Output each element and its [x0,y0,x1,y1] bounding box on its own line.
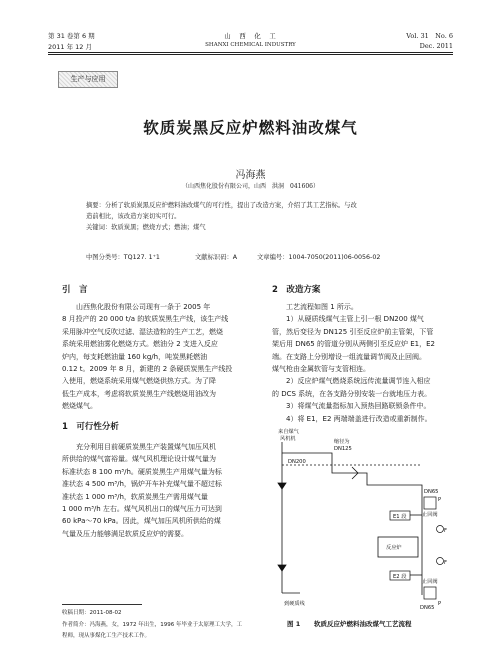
journal-title-en: SHANXI CHEMICAL INDUSTRY [205,42,296,48]
text-line: 1 000 m³/h 左右。煤气风机出口的煤气压力可达到 [62,505,222,514]
dn65-top-label: DN65 [424,489,439,495]
author-bio-2: 程师，现从事煤化工生产技术工作。 [62,633,151,639]
abstract-line-2: 造前相比，该改造方案切实可行。 [86,213,181,220]
footnote-rule [62,604,142,605]
reducer-symbol [278,483,286,489]
text-line: 0.12 t。2009 年 8 月，新建的 2 条硬质炭黑生产线投 [62,365,233,374]
gas-source-label-1: 来自煤气 [278,429,299,435]
article-number: 文章编号：1004-7050(2011)06-0056-02 [257,254,381,261]
text-line: 入使用，燃烧系统采用煤气燃烧供热方式。为了降 [62,377,216,386]
abstract-line-1: 摘要：分析了软质炭黑反应炉燃料油改煤气的可行性，提出了改造方案，介绍了其工艺指标。与改 [86,202,357,209]
affiliation: （山西焦化股份有限公司，山西 洪洞 041606） [182,183,319,190]
check-valve-top-label: 止回阀 [422,512,438,518]
issue-label: 第 31 卷第 6 期 [48,32,95,40]
received-date: 收稿日期：2011-08-02 [62,610,122,616]
text-line: 采用脉冲空气反吹过滤、湿法造粒的生产工艺，燃烧 [62,327,223,336]
pressure-label-bottom: P [438,601,442,607]
issue-date: 2011 年 12 月 [48,43,93,51]
text-line: 低生产成本，考虑将软质炭黑生产线燃烧用油改为 [62,389,216,398]
text-line: 架后用 DN65 的管道分别从两侧引至反应炉 E1，E2 [272,340,435,349]
reactor-label: 反应炉 [386,545,402,551]
reducer-label: 缩径为 [334,439,350,445]
text-line: 3）将煤气流量指标加入预热回路联锁条件中。 [272,402,431,411]
feasibility-heading: 1 可行性分析 [62,422,119,432]
plan-heading: 2 改造方案 [272,285,321,295]
author-bio-1: 作者简介：冯海燕，女，1972 年出生，1996 年毕业于太原理工大学，工 [62,622,242,628]
e2-label: E2 段 [393,574,407,580]
pressure-label-top: P [438,497,442,503]
text-line: 8 月投产的 20 000 t/a 的软质炭黑生产线，该生产线 [62,315,229,324]
text-line: 端。在支路上分别增设一组流量调节阀及止回阀。 [272,352,426,361]
text-line: 所供给的煤气富裕量。煤气风机理论设计煤气量为 [62,455,216,464]
process-flow-diagram [272,425,462,615]
text-line: 煤气枪由金属软管与支管相连。 [272,365,370,374]
dn200-label: DN200 [288,459,306,465]
text-line: 1）从硬质线煤气主管上引一根 DN200 煤气 [272,315,424,324]
text-line: 系统采用燃油雾化燃烧方式。燃油分 2 支进入反应 [62,340,218,349]
journal-title: 山 西 化 工 [224,32,277,40]
keywords: 关键词：软质炭黑；燃烧方式；燃油；煤气 [86,224,206,231]
figure-caption: 软质反应炉燃料油改煤气工艺流程 [314,620,412,628]
text-line: 标准状态 8 100 m³/h。硬质炭黑生产用煤气量为标 [62,467,222,476]
check-valve-bottom-symbol [424,587,436,599]
flow-label-top: F [444,528,447,534]
text-line: 燃烧煤气。 [62,402,97,411]
header-rule [48,52,453,53]
text-line: 准状态 4 500 m³/h，锅炉开车补充煤气量不超过标 [62,480,222,489]
author-name: 冯海燕 [235,170,266,181]
dn65-bottom-label: DN65 [420,605,435,611]
clc-number: 中图分类号：TQ127. 1⁺1 [86,254,160,261]
feasibility-paragraph [62,441,258,540]
text-line: 山西焦化股份有限公司现有一条于 2005 年 [62,303,211,311]
intro-paragraph [62,301,258,413]
text-line: 2）反应炉煤气燃烧系统远传流量调节连入相应 [272,377,431,386]
section-badge: 生产与应用 [58,71,118,88]
intro-heading: 引 言 [62,285,88,295]
flow-meter-bottom-symbol [437,558,444,565]
check-valve-bottom-label: 止回阀 [422,579,438,585]
text-line: 60 kPa～70 kPa。因此，煤气加压风机所供给的煤 [62,517,221,526]
dn125-label: DN125 [334,446,352,452]
paper-title: 软质炭黑反应炉燃料油改煤气 [143,119,358,137]
text-line: 的 DCS 系统，在各支路分别安装一台就地压力表。 [272,389,432,398]
document-code: 文献标识码：A [195,254,238,261]
date-en: Dec. 2011 [419,42,453,50]
text-line: 准状态 1 000 m³/h，软质炭黑生产需用煤气量 [62,492,208,501]
figure-number: 图 1 [287,620,301,628]
plan-paragraph [272,301,456,425]
volume-label: Vol. 31 No. 6 [406,32,453,40]
check-valve-top-symbol [424,497,436,509]
to-hard-line-label: 到硬质线 [284,601,305,607]
text-line: 充分利用目前硬质炭黑生产装置煤气加压风机 [62,443,216,451]
text-line: 工艺流程如图 1 所示。 [272,303,358,311]
header-rule-thin [48,54,453,55]
gas-source-label-2: 风机机 [280,436,296,442]
text-line: 炉内，每支耗燃油量 160 kg/h，吨炭黑耗燃油 [62,352,208,361]
flow-label-bottom: F [444,560,447,566]
text-line: 管，然后变径为 DN125 引至反应炉前主管架，下管 [272,327,434,336]
valve-symbol [278,565,286,571]
e1-label: E1 段 [393,514,407,520]
flow-meter-top-symbol [437,526,444,533]
text-line: 气量及压力能够满足软质反应炉的需要。 [62,529,188,538]
text-line: 4）将 E1，E2 两端端盖进行改造或重新制作。 [272,414,432,423]
